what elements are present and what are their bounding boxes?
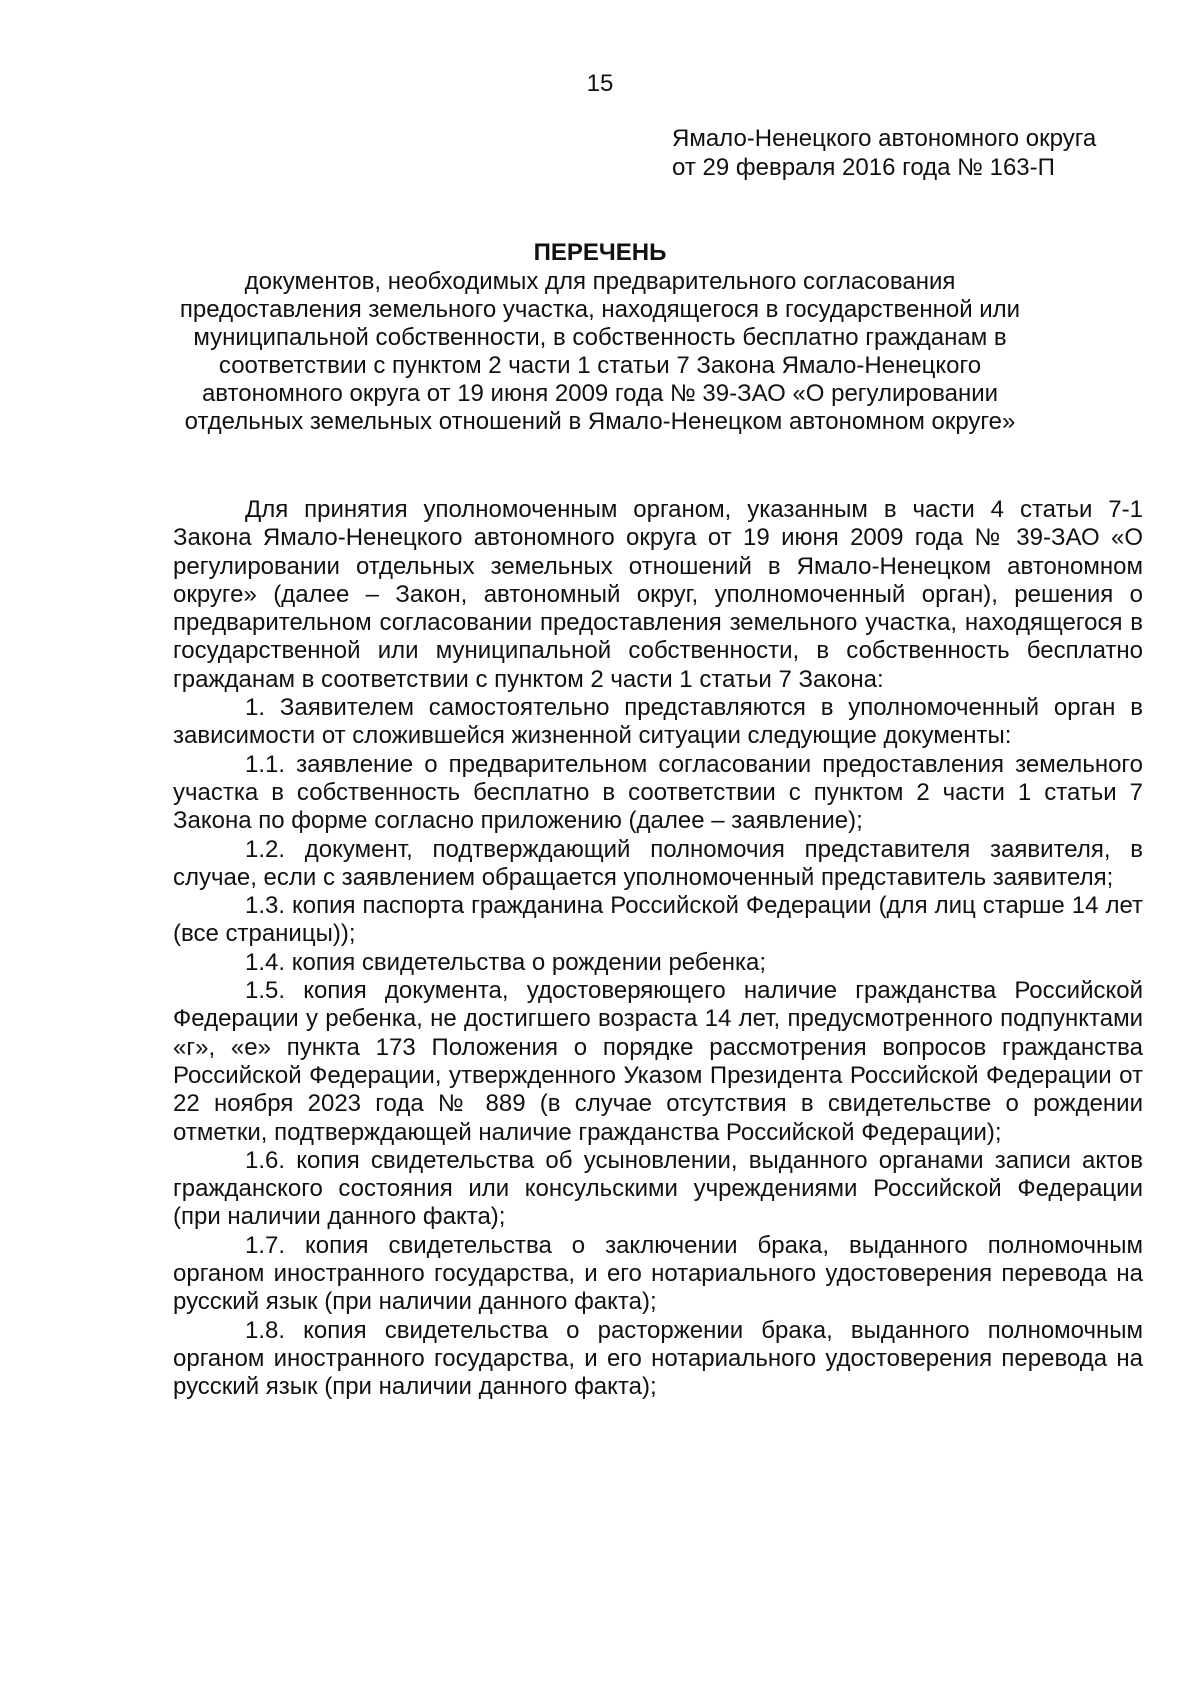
page-number: 15 [586,70,614,97]
intro-paragraph: Для принятия уполномоченным органом, указанным в части 4 статьи 7-1 Закона Ямало-Ненецкого автономного округа от 19 июня 2009 года № 39-ЗАО «О регулировании отдельных земельных отношений в Ямало-Ненецком автономном округе» (далее – Закон, автономный округ, уполномоченный орган), решения о предварительном согласовании предоставления земельного участка, находящегося в государственной или муниципальной собственности, в собственность бесплатно гражданам в соответствии с пунктом 2 части 1 статьи 7 Закона: [173,496,1143,693]
subtitle-line: автономного округа от 19 июня 2009 года № 39-ЗАО «О регулировании [201,380,999,407]
document-title: ПЕРЕЧЕНЬ [533,239,667,266]
header-reference [672,124,1152,182]
header-line-2: от 29 февраля 2016 года № 163-П [672,154,1055,181]
list-item-1-1: 1.1. заявление о предварительном согласовании предоставления земельного участка в собственность бесплатно в соответствии с пунктом 2 части 1 статьи 7 Закона по форме согласно приложению (далее – заявление); [173,750,1143,835]
subtitle-line: документов, необходимых для предварительного согласования [244,268,956,295]
subtitle-line: отдельных земельных отношений в Ямало-Ненецком автономном округе» [184,408,1016,435]
header-line-1: Ямало-Ненецкого автономного округа [672,125,1097,152]
list-item-1: 1. Заявителем самостоятельно представляются в уполномоченный орган в зависимости от сложившейся жизненной ситуации следующие документы: [173,694,1143,750]
list-item-1-6: 1.6. копия свидетельства об усыновлении, выданного органами записи актов гражданского состояния или консульскими учреждениями Российской Федерации (при наличии данного факта); [173,1146,1143,1231]
subtitle-line: соответствии с пунктом 2 части 1 статьи 7 Закона Ямало-Ненецкого [218,352,982,379]
subtitle-line: муниципальной собственности, в собственность бесплатно гражданам в [193,324,1007,351]
list-item-1-5: 1.5. копия документа, удостоверяющего наличие гражданства Российской Федерации у ребенка, не достигшего возраста 14 лет, предусмотренного подпунктами «г», «е» пункта 173 Положения о порядке рассмотрения вопросов гражданства Российской Федерации, утвержденного Указом Президента Российской Федерации от 22 ноября 2023 года № 889 (в случае отсутствия в свидетельстве о рождении отметки, подтверждающей наличие гражданства Российской Федерации); [173,977,1143,1146]
list-item-1-7: 1.7. копия свидетельства о заключении брака, выданного полномочным органом иностранного государства, и его нотариального удостоверения перевода на русский язык (при наличии данного факта); [173,1231,1143,1316]
subtitle-line: предоставления земельного участка, находящегося в государственной или [179,296,1021,323]
list-item-1-3: 1.3. копия паспорта гражданина Российской Федерации (для лиц старше 14 лет (все страницы)); [173,892,1143,948]
list-item-1-4: 1.4. копия свидетельства о рождении ребенка; [245,948,766,976]
list-item-1-2: 1.2. документ, подтверждающий полномочия представителя заявителя, в случае, если с заявлением обращается уполномоченный представитель заявителя; [173,835,1143,891]
document-body [173,496,1143,1402]
document-subtitle [175,268,1025,436]
list-item-1-8: 1.8. копия свидетельства о расторжении брака, выданного полномочным органом иностранного государства, и его нотариального удостоверения перевода на русский язык (при наличии данного факта); [173,1316,1143,1401]
